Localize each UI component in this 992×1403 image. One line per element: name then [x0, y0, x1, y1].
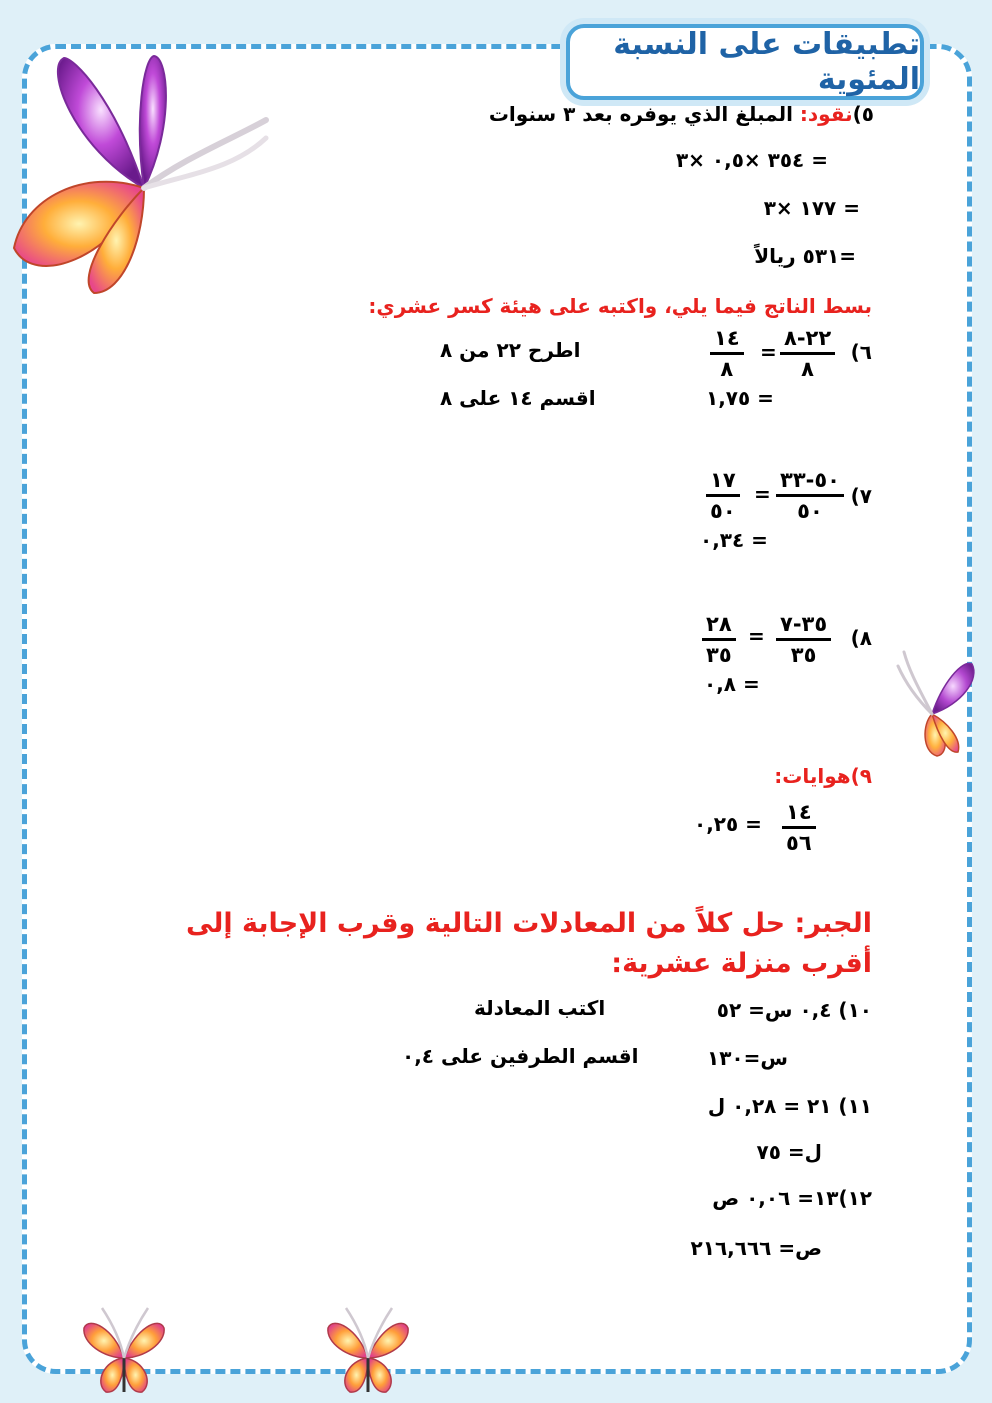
q12-solution: ص= ٢١٦,٦٦٦ — [690, 1236, 822, 1260]
q8-result: = ٠,٨ — [704, 672, 760, 696]
q12-equation: ١٢)١٣= ٠,٠٦ ص — [712, 1186, 872, 1210]
q8-fraction-2 — [702, 612, 736, 667]
q6-result: = ١,٧٥ — [706, 386, 774, 410]
page-title: تطبيقات على النسبة المئوية — [613, 27, 920, 97]
q9-result: = ٠,٢٥ — [694, 812, 762, 836]
q5-heading — [489, 102, 874, 126]
q7-number: ٧) — [850, 484, 872, 508]
section2-heading: الجبر: حل كلاً من المعادلات التالية وقرب الإجابة إلى أقرب منزلة عشرية: — [185, 908, 872, 979]
q8-frac2-numerator: ٢٨ — [706, 612, 732, 636]
q7-frac1-numerator: ٥٠-٣٣ — [780, 468, 840, 492]
q6-fraction-1 — [780, 326, 835, 381]
title-box — [566, 24, 924, 100]
q10-equation: ١٠) ٠,٤ س= ٥٢ — [716, 998, 872, 1022]
q6-frac1-numerator: ٢٢-٨ — [784, 326, 832, 350]
q6-hint1: اطرح ٢٢ من ٨ — [440, 338, 581, 362]
q11-equation: ١١) ٢١ = ٠,٢٨ ل — [707, 1094, 872, 1118]
q8-frac2-denominator: ٣٥ — [706, 643, 732, 667]
q9-heading: ٩)هوايات: — [774, 764, 872, 788]
butterfly-icon — [74, 1298, 174, 1398]
q7-fraction-1 — [776, 468, 844, 523]
q7-frac2-numerator: ١٧ — [710, 468, 736, 492]
q9-denominator: ٥٦ — [786, 831, 812, 855]
q7-frac2-denominator: ٥٠ — [710, 499, 736, 523]
q5-text: المبلغ الذي يوفره بعد ٣ سنوات — [488, 102, 793, 126]
section1-heading: بسط الناتج فيما يلي، واكتبه على هيئة كسر عشري: — [368, 294, 872, 318]
q10-hint1: اكتب المعادلة — [474, 996, 606, 1020]
butterfly-icon — [4, 38, 274, 298]
q8-number: ٨) — [850, 626, 872, 650]
q6-fraction-2 — [710, 326, 744, 381]
q8-fraction-1 — [776, 612, 831, 667]
q6-number: ٦) — [850, 340, 872, 364]
q5-line1: = ٣٥٤ ×٠,٥ ×٣ — [675, 148, 828, 172]
q11-solution: ل= ٧٥ — [756, 1140, 822, 1164]
q7-fraction-2 — [706, 468, 740, 523]
q5-keyword: نقود: — [799, 102, 853, 126]
q7-frac1-denominator: ٥٠ — [797, 499, 823, 523]
q9-numerator: ١٤ — [786, 800, 812, 824]
q10-solution: س=١٣٠ — [707, 1046, 788, 1070]
q7-equals: = — [754, 482, 771, 506]
q8-frac1-numerator: ٣٥-٧ — [780, 612, 828, 636]
q8-frac1-denominator: ٣٥ — [790, 643, 817, 667]
butterfly-icon — [318, 1298, 418, 1398]
q5-line3: =٥٣١ ريالاً — [754, 244, 856, 268]
q6-frac1-denominator: ٨ — [801, 357, 814, 381]
q5-number: ٥) — [852, 102, 874, 126]
q6-frac2-denominator: ٨ — [720, 357, 734, 381]
q9-fraction — [782, 800, 816, 855]
q8-equals: = — [748, 624, 765, 648]
q6-equals: = — [760, 340, 777, 364]
butterfly-icon — [892, 644, 982, 760]
q6-frac2-numerator: ١٤ — [714, 326, 740, 350]
q10-hint2: اقسم الطرفين على ٠,٤ — [402, 1044, 639, 1068]
q6-hint2: اقسم ١٤ على ٨ — [440, 386, 596, 410]
q7-result: = ٠,٣٤ — [700, 528, 768, 552]
q5-line2: = ١٧٧ ×٣ — [763, 196, 860, 220]
